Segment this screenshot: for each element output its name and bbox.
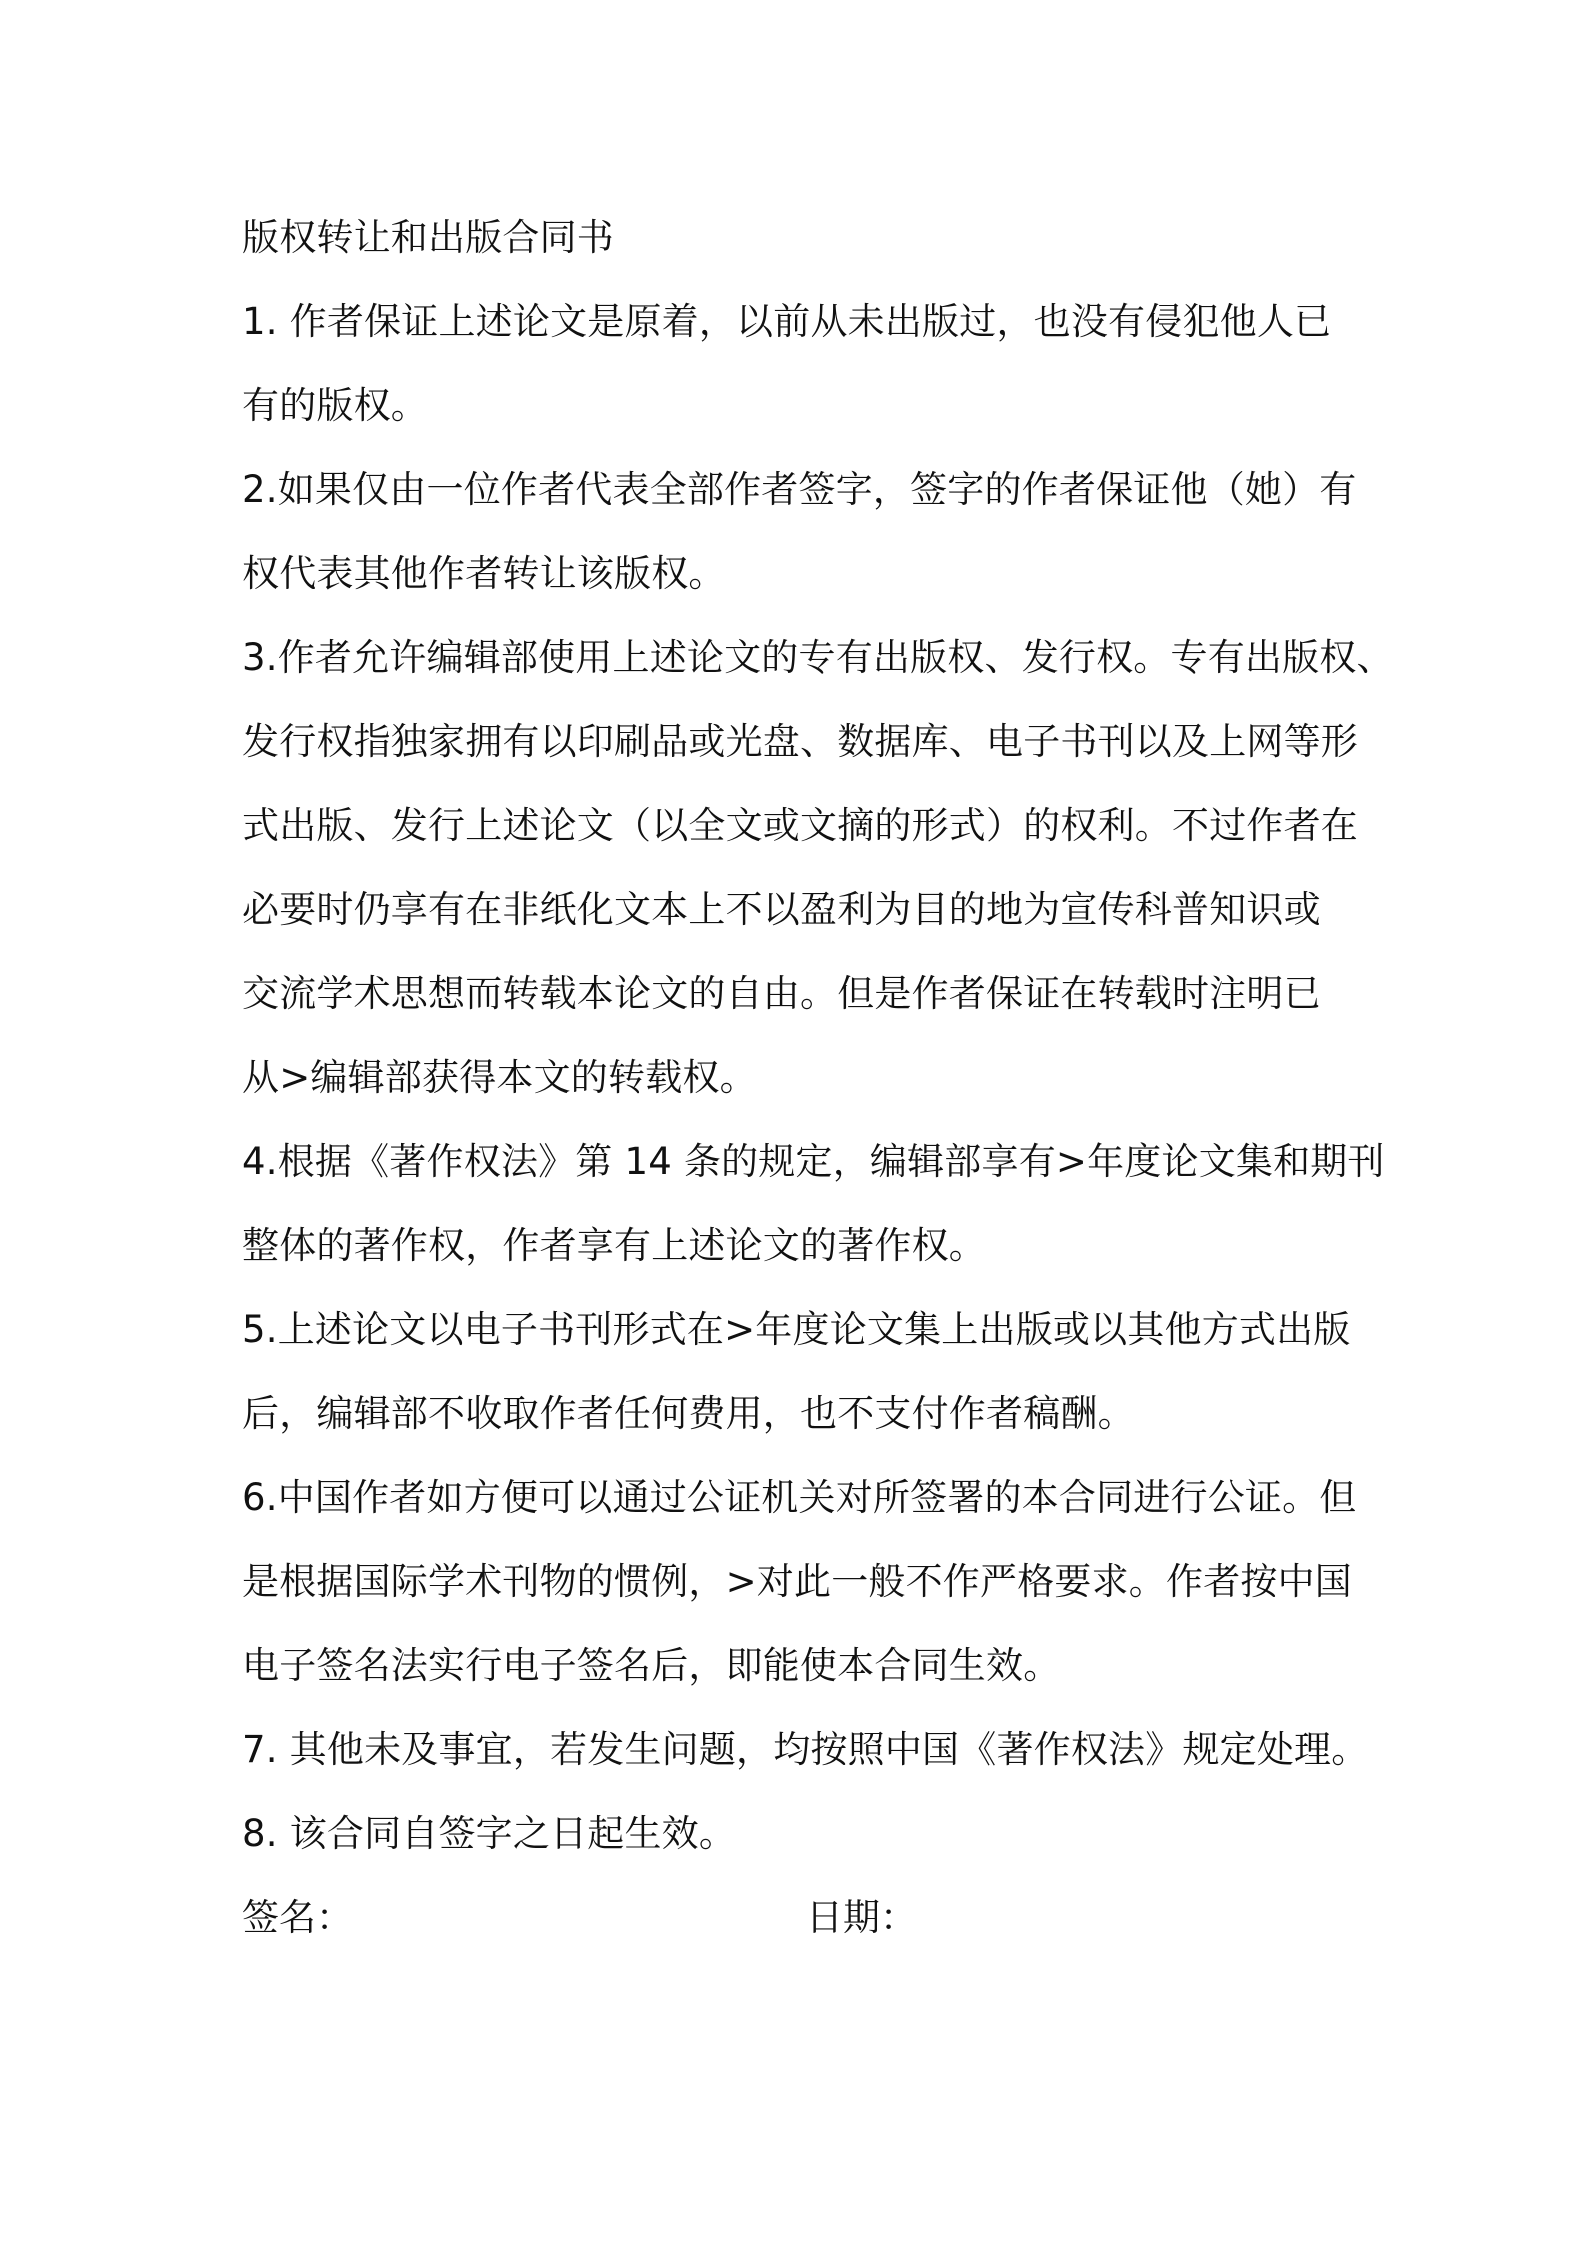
text-line: 4.根据《著作权法》第 14 条的规定，编辑部享有>年度论文集和期刊: [242, 1140, 1385, 1183]
text-line: 5.上述论文以电子书刊形式在>年度论文集上出版或以其他方式出版: [242, 1308, 1351, 1351]
text-line: 7. 其他未及事宜，若发生问题，均按照中国《著作权法》规定处理。: [242, 1728, 1369, 1771]
text-line: 式出版、发行上述论文（以全文或文摘的形式）的权利。不过作者在: [242, 804, 1358, 847]
text-line: 8. 该合同自签字之日起生效。: [242, 1812, 737, 1855]
text-line: 3.作者允许编辑部使用上述论文的专有出版权、发行权。专有出版权、: [242, 636, 1394, 679]
contract-body: [242, 196, 1394, 1960]
document-title: 版权转让和出版合同书: [242, 216, 614, 259]
text-line: 后，编辑部不收取作者任何费用，也不支付作者稿酬。: [242, 1392, 1135, 1435]
text-line: 发行权指独家拥有以印刷品或光盘、数据库、电子书刊以及上网等形: [242, 720, 1358, 763]
text-line: 必要时仍享有在非纸化文本上不以盈利为目的地为宣传科普知识或: [242, 888, 1321, 931]
text-line: 是根据国际学术刊物的惯例，>对此一般不作严格要求。作者按中国: [242, 1560, 1353, 1603]
text-line: 从>编辑部获得本文的转载权。: [242, 1056, 757, 1099]
signature-label: 签名：: [242, 1896, 353, 1939]
text-line: 电子签名法实行电子签名后，即能使本合同生效。: [242, 1644, 1061, 1687]
text-line: 权代表其他作者转让该版权。: [242, 552, 726, 595]
date-label: 日期：: [806, 1896, 917, 1939]
text-line: 6.中国作者如方便可以通过公证机关对所签署的本合同进行公证。但: [242, 1476, 1357, 1519]
signature-row: [242, 1876, 1372, 1960]
text-line: 有的版权。: [242, 384, 428, 427]
text-line: 2.如果仅由一位作者代表全部作者签字，签字的作者保证他（她）有: [242, 468, 1357, 511]
text-line: 交流学术思想而转载本论文的自由。但是作者保证在转载时注明已: [242, 972, 1321, 1015]
text-line: 1. 作者保证上述论文是原着，以前从未出版过，也没有侵犯他人已: [242, 300, 1332, 343]
text-line: 整体的著作权，作者享有上述论文的著作权。: [242, 1224, 986, 1267]
